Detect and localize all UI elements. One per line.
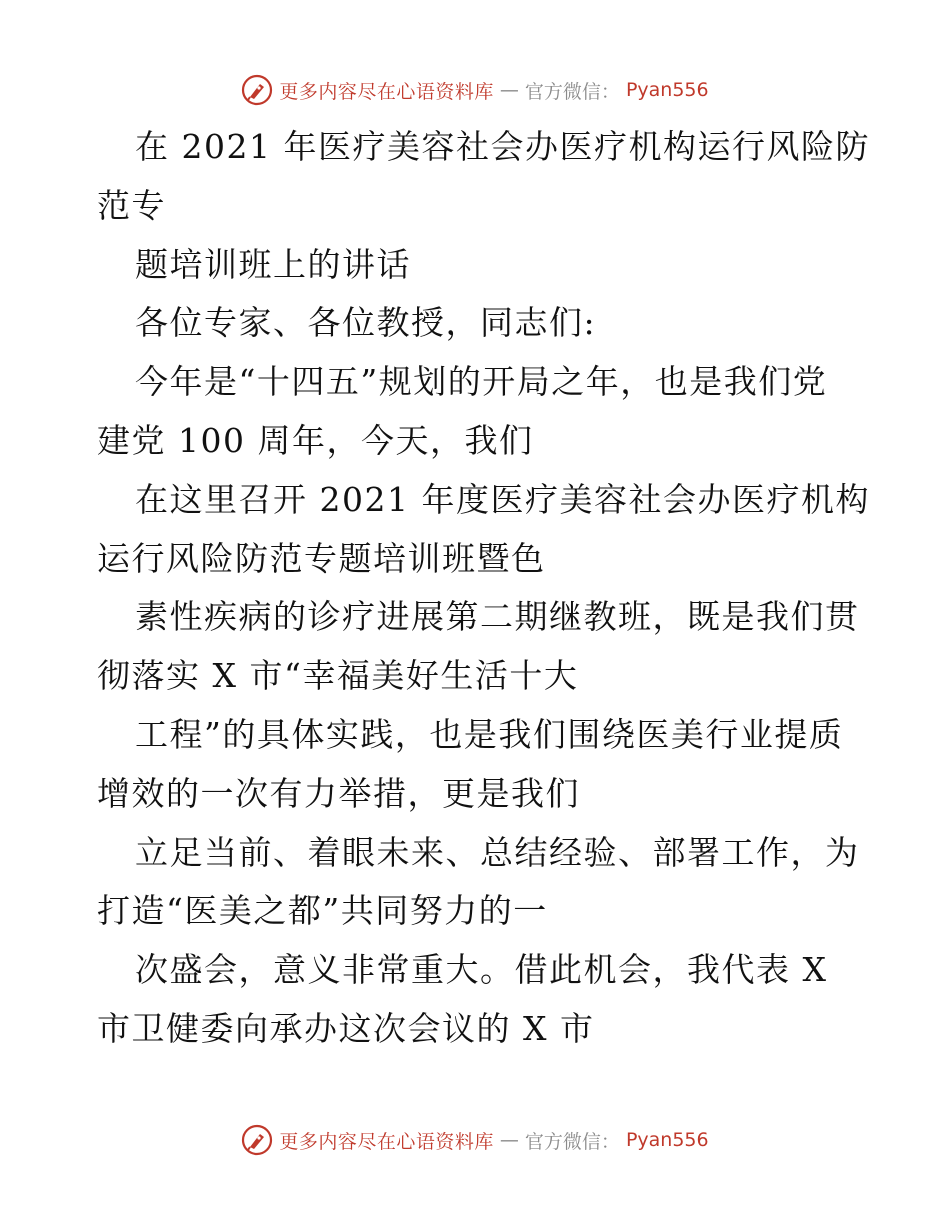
- text-line: 各位专家、各位教授，同志们:: [135, 303, 597, 343]
- header-watermark: [0, 72, 950, 108]
- text-line: 在这里召开 2021 年度医疗美容社会办医疗机构: [135, 479, 870, 519]
- watermark-id: Pyan556: [625, 79, 709, 101]
- watermark-text: 更多内容尽在心语资料库: [279, 1130, 494, 1153]
- watermark-label: 官方微信：: [524, 80, 620, 103]
- pen-nib-logo-icon: [241, 1124, 273, 1156]
- watermark-label: 官方微信：: [524, 1130, 620, 1153]
- text-line: 题培训班上的讲话: [135, 244, 411, 284]
- watermark-separator: —: [499, 1129, 519, 1151]
- text-line: 立足当前、着眼未来、总结经验、部署工作，为: [135, 832, 860, 872]
- watermark-separator: —: [499, 79, 519, 101]
- text-line: 增效的一次有力举措，更是我们: [97, 773, 580, 813]
- watermark-text: 更多内容尽在心语资料库: [279, 80, 494, 103]
- text-line: 打造“医美之都”共同努力的一: [97, 891, 548, 931]
- text-line: 运行风险防范专题培训班暨色: [97, 538, 546, 578]
- watermark-id: Pyan556: [625, 1129, 709, 1151]
- text-line: 今年是“十四五”规划的开局之年，也是我们党: [135, 362, 828, 402]
- text-line: 在 2021 年医疗美容社会办医疗机构运行风险防: [135, 127, 870, 166]
- text-line: 市卫健委向承办这次会议的 X 市: [97, 1008, 595, 1048]
- text-line: 工程”的具体实践，也是我们围绕医美行业提质: [135, 714, 844, 754]
- document-body: [97, 118, 870, 1059]
- footer-watermark: [0, 1122, 950, 1158]
- text-line: 建党 100 周年，今天，我们: [97, 420, 534, 460]
- text-line: 素性疾病的诊疗进展第二期继教班，既是我们贯: [135, 597, 860, 637]
- text-line: 次盛会，意义非常重大。借此机会，我代表 X: [135, 950, 828, 990]
- pen-nib-logo-icon: [241, 74, 273, 106]
- text-line: 彻落实 X 市“幸福美好生活十大: [97, 656, 579, 696]
- text-line: 范专: [97, 185, 166, 225]
